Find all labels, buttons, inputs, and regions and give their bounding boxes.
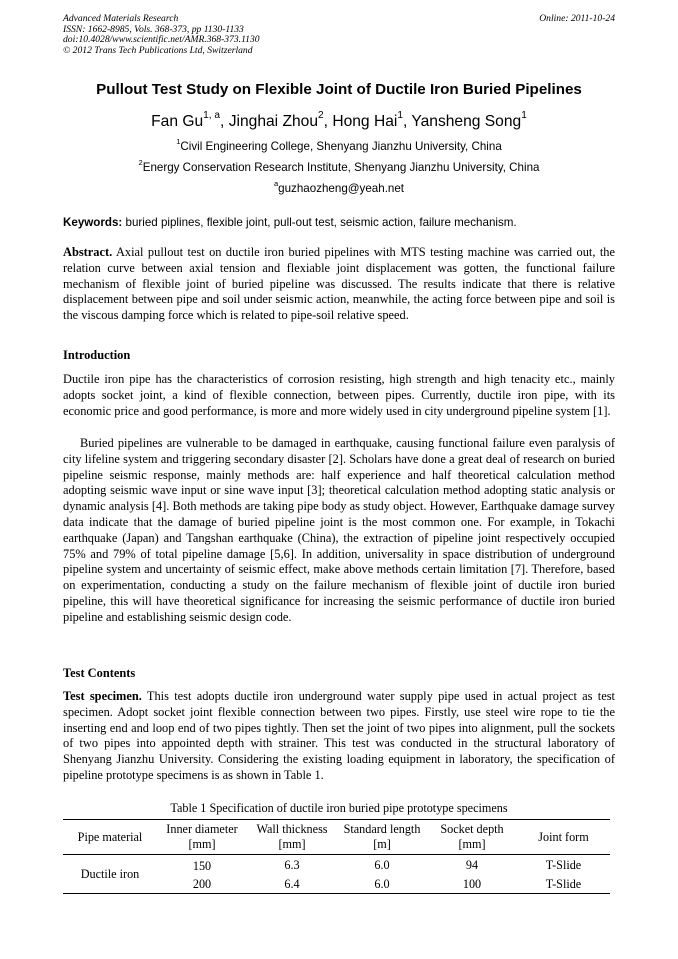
table-cell: 6.4 xyxy=(284,876,300,891)
table-header-cell: Pipe material xyxy=(77,829,143,844)
corresponding-email: $^a$guzhaozheng@yeah.net xyxy=(273,179,405,195)
intro-paragraph-1: Ductile iron pipe has the characteristics of corrosion resisting, high strength and high tenacity etc., mainly adopts socket joint, a kind of flexible connection, between pipes. Currently, ductile iron pipe, with its economic price and good performance, is more and more widely used in city underground pipeline system [1]. xyxy=(63,372,615,418)
table-cell: 94 xyxy=(465,857,479,872)
table-header-cell: Socket depth [mm] xyxy=(440,822,504,851)
table-cell: 150 xyxy=(192,858,212,873)
affiliation: $^1$Civil Engineering College, Shenyang Jianzhu University, China xyxy=(176,137,502,153)
intro-paragraph-2: Buried pipelines are vulnerable to be damaged in earthquake, causing functional failure even paralysis of city lifeline system and triggering secondary disaster [2]. Scholars have done a great deal of research on buried pipeline seismic response, mainly methods are: half experience and half theoretical calculation method adopting seismic wave input or sine wave input [3]; theoretical calculation method adopting static analysis or dynamic analysis [4]. Both methods are taking pipe body as study object. However, Earthquake damage survey data indicate that the damage of buried pipeline joint is the most common one. For example, in Tokachi earthquake (Japan) and Tangshan earthquake (China), the extraction of pipeline joint respectively occupied 75% and 79% of total pipeline damage [5,6]. In addition, universality in space distribution of underground pipeline system and uncertainty of seismic effect, make above methods certain limitation [7]. Therefore, based on experimentation, conducting a study on the failure mechanism of flexible joint of ductile iron buried pipeline, this will have theoretical significance for increasing the seismic performance of ductile iron buried pipeline and establishing seismic design code. xyxy=(63,436,615,624)
author: Jinghai Zhou$^2$, xyxy=(228,110,333,130)
affiliation: $^2$Energy Conservation Research Institute, Shenyang Jianzhu University, China xyxy=(138,158,540,174)
table-cell: 100 xyxy=(462,876,482,891)
table-header-cell: Standard length [m] xyxy=(343,822,421,851)
author-list xyxy=(40,110,638,131)
abstract: Abstract. Axial pullout test on ductile iron buried pipelines with MTS testing machine was carried out, the relation curve between axial tension and flexiable joint displacement was gotten, the functional failure mechanism of flexible joint of buried pipeline was discussed. The results indicate that there is relative displacement between pipe and soil under seismic action, meanwhile, the acting force between pipe and soil is the viscous damping force which is related to pipe-soil relative speed. xyxy=(63,245,615,323)
journal-name: Advanced Materials Research xyxy=(63,13,179,24)
author: Yansheng Song$^1$ xyxy=(411,110,527,130)
table-header-cell: Joint form xyxy=(538,829,589,844)
table-header-cell: Wall thickness [mm] xyxy=(256,822,328,851)
table-cell: 6.0 xyxy=(374,857,390,872)
table-row xyxy=(63,855,610,876)
journal-copyright: © 2012 Trans Tech Publications Ltd, Switzerland xyxy=(63,44,253,56)
table-header-cell: Inner diameter [mm] xyxy=(166,822,238,851)
test-specimen-paragraph: Test specimen. This test adopts ductile iron underground water supply pipe used in actual project as test specimen. Adopt socket joint flexible connection between two pipes. Firstly, use steel wire rope to tie the inserting end and loop end of two pipes tightly. Then set the joint of two pipes into alignment, pull the sockets of two pipes into appointed depth with strainer. This test was conducted in the structural laboratory of Shenyang Jianzhu University. Considering the existing loading equipment in laboratory, the specification of pipeline prototype specimens is as shown in Table 1. xyxy=(63,689,615,782)
journal-doi: doi:10.4028/www.scientific.net/AMR.368-373.1130 xyxy=(63,34,260,46)
table-header-row xyxy=(63,820,610,855)
section-heading-introduction: Introduction xyxy=(63,348,131,362)
journal-issn: ISSN: 1662-8985, Vols. 368-373, pp 1130-1133 xyxy=(63,23,244,35)
table-cell: 200 xyxy=(192,876,212,891)
table-cell: T-Slide xyxy=(545,857,582,872)
section-heading-test-contents: Test Contents xyxy=(63,666,136,680)
table-cell-material: Ductile iron xyxy=(63,855,157,894)
journal-header xyxy=(63,14,615,56)
online-date: Online: 2011-10-24 xyxy=(539,13,615,24)
table-cell: T-Slide xyxy=(545,876,582,891)
specimen-table xyxy=(63,819,610,894)
table-cell: 6.0 xyxy=(374,876,390,891)
paper-title: Pullout Test Study on Flexible Joint of Ductile Iron Buried Pipelines xyxy=(96,81,582,98)
author: Hong Hai$^1$, xyxy=(332,110,412,130)
keywords: Keywords: buried piplines, flexible joint, pull-out test, seismic action, failure mechanism. xyxy=(63,216,517,229)
table-cell: 6.3 xyxy=(284,857,300,872)
author: Fan Gu$^{1, a}$, xyxy=(151,110,229,130)
table-caption: Table 1 Specification of ductile iron buried pipe prototype specimens xyxy=(170,801,508,815)
